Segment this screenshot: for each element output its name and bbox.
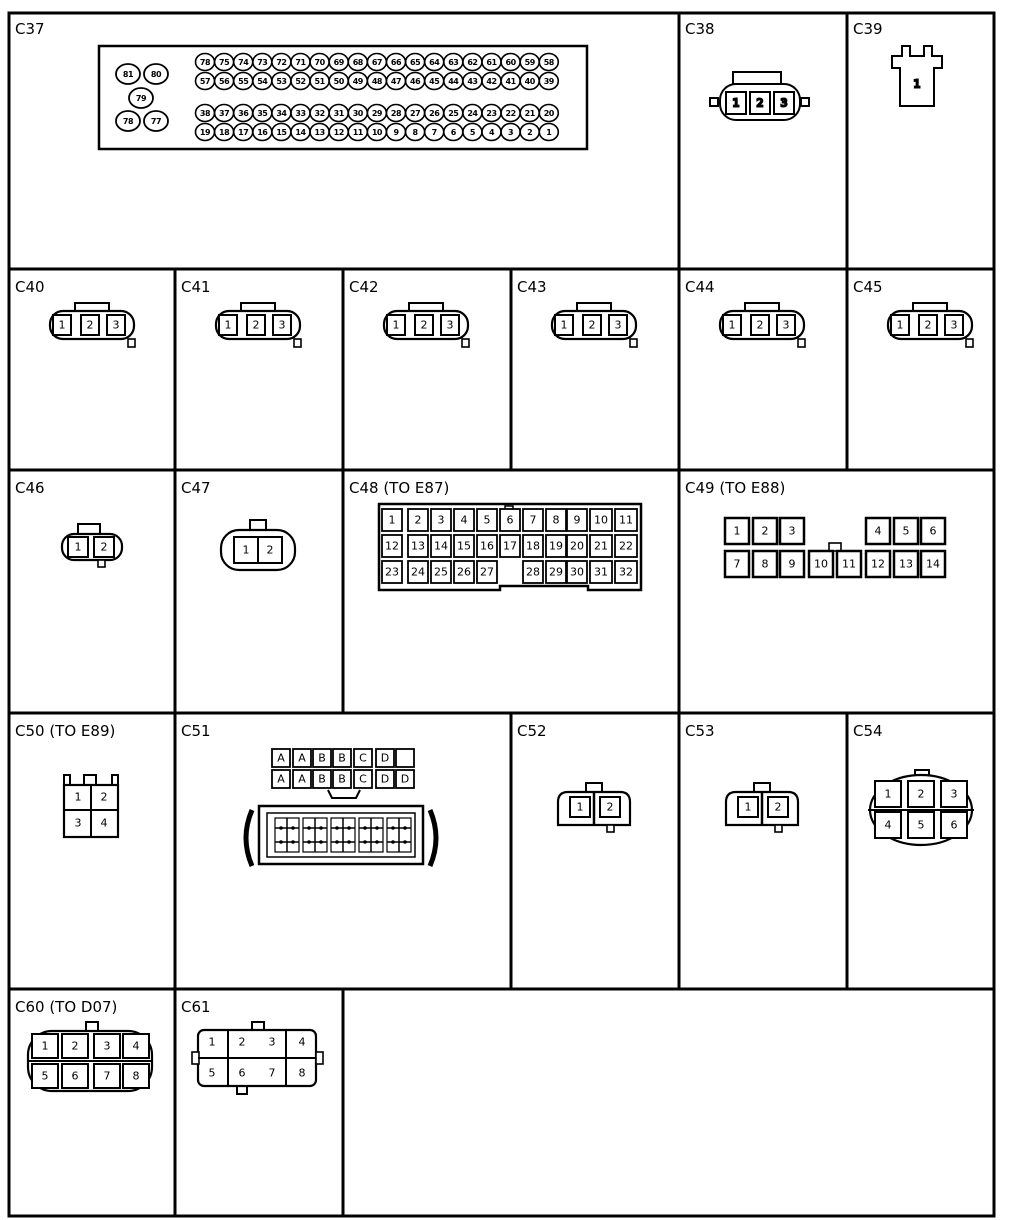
c37-pin-label: 23 [486, 109, 497, 118]
c48-pin-label: 5 [483, 513, 491, 527]
c54-pin-label: 2 [917, 787, 925, 801]
c46-label: C46 [15, 479, 45, 497]
c37-pin-label: 28 [390, 109, 402, 118]
c61-pin-label: 3 [268, 1035, 276, 1049]
c44-pin-label: 3 [782, 318, 790, 332]
c49-pin-label: 12 [871, 557, 885, 571]
c48-pin-label: 3 [437, 513, 445, 527]
c52-connector [558, 783, 630, 832]
c37-pin-label: 25 [448, 109, 459, 118]
c37-pin-label: 31 [333, 109, 344, 118]
c54-pin-label: 1 [884, 787, 892, 801]
c46-pin-label: 2 [100, 540, 108, 554]
c48-pin-label: 6 [506, 513, 514, 527]
c50-connector [64, 775, 118, 837]
c49-pin-label: 1 [733, 524, 741, 538]
c61-pin-label: 7 [268, 1066, 276, 1080]
c37-pin-label: 10 [371, 128, 382, 137]
c52-label: C52 [517, 722, 547, 740]
c54-connector [868, 770, 974, 845]
c48-pin-label: 12 [385, 539, 399, 553]
c48-pin-label: 20 [570, 539, 584, 553]
c48-pin-label: 17 [503, 539, 517, 553]
c37-pin-label: 29 [371, 109, 382, 118]
c40-pin-label: 2 [86, 318, 94, 332]
c50-label: C50 (TO E89) [15, 722, 116, 740]
c61-connector [192, 1022, 323, 1094]
c48-pin-label: 2 [414, 513, 422, 527]
c43-key [630, 339, 637, 347]
c48-pin-label: 27 [480, 565, 494, 579]
c37-pin-label: 22 [505, 109, 516, 118]
c49-pin-label: 8 [761, 557, 769, 571]
c45-connector [888, 303, 973, 347]
c37-pin-label: 26 [429, 109, 440, 118]
c37-pin-label: 57 [199, 77, 211, 86]
c43-pin-label: 3 [614, 318, 622, 332]
c37-pin-label: 43 [467, 77, 478, 86]
c37-pin-label: 70 [314, 58, 325, 67]
c51-pin-label: B [318, 772, 326, 786]
c37-pin-label: 39 [543, 77, 554, 86]
c60-pin-label: 8 [132, 1069, 140, 1083]
c37-large-pin-label: 80 [150, 70, 162, 79]
grid-lines [9, 13, 994, 1216]
c37-pin-label: 20 [543, 109, 554, 118]
c46-connector [62, 524, 122, 567]
c41-pin-label: 3 [278, 318, 286, 332]
c37-pin-label: 4 [488, 128, 495, 137]
c49-pin-label: 3 [788, 524, 796, 538]
c49-pin-label: 2 [761, 524, 769, 538]
c44-pin-label: 1 [728, 318, 736, 332]
c37-pin-label: 61 [486, 58, 497, 67]
c42-latch [409, 303, 443, 311]
c37-pin-label: 73 [257, 58, 268, 67]
c37-pin-label: 58 [543, 58, 554, 67]
c48-pin-label: 28 [526, 565, 540, 579]
c37-pin-label: 38 [199, 109, 211, 118]
c37-pin-label: 74 [238, 58, 249, 67]
c38-label: C38 [685, 20, 715, 38]
c37-pin-label: 65 [410, 58, 421, 67]
c42-key [462, 339, 469, 347]
c61-pin-label: 5 [208, 1066, 216, 1080]
c37-pin-label: 59 [524, 58, 535, 67]
c49-pin-label: 11 [842, 557, 856, 571]
c37-pin-label: 72 [276, 58, 287, 67]
c60-pin-label: 3 [103, 1039, 111, 1053]
c37-pin-label: 50 [333, 77, 344, 86]
c49-pin-label: 13 [899, 557, 913, 571]
c37-pin-label: 44 [448, 77, 459, 86]
c48-pin-label: 13 [411, 539, 425, 553]
c37-pin-label: 16 [257, 128, 268, 137]
c37-pin-label: 6 [450, 128, 456, 137]
c51-pin-label: A [298, 751, 306, 765]
c48-label: C48 (TO E87) [349, 479, 450, 497]
c37-pin-label: 11 [352, 128, 363, 137]
c51-pin-label: A [277, 772, 285, 786]
c37-label: C37 [15, 20, 45, 38]
c51-connector [246, 749, 436, 866]
c48-pin-label: 26 [457, 565, 471, 579]
c37-pin-label: 62 [467, 58, 478, 67]
c49-pin-label: 7 [733, 557, 741, 571]
c37-pin-label: 35 [257, 109, 268, 118]
c51-pin-label: A [277, 751, 285, 765]
c47-pin-label: 2 [266, 543, 274, 557]
c37-pin-label: 41 [505, 77, 516, 86]
c51-pin-label: C [359, 751, 367, 765]
c48-pin-label: 14 [434, 539, 448, 553]
c39-connector [892, 46, 942, 106]
c51-label: C51 [181, 722, 211, 740]
c50-pin-label: 4 [100, 816, 108, 830]
c37-pin-label: 21 [524, 109, 535, 118]
c48-pin-label: 7 [529, 513, 537, 527]
c37-large-pin-label: 77 [150, 117, 162, 126]
c48-pin-label: 30 [570, 565, 584, 579]
c37-pin-label: 69 [333, 58, 344, 67]
c37-pin-label: 40 [524, 77, 535, 86]
c49-pin-label: 5 [902, 524, 910, 538]
c41-pin-label: 2 [252, 318, 260, 332]
c44-label: C44 [685, 278, 715, 296]
c60-label: C60 (TO D07) [15, 998, 118, 1016]
c60-pin-label: 5 [41, 1069, 49, 1083]
c40-latch [75, 303, 109, 311]
c52-pin-label: 2 [606, 800, 614, 814]
c41-latch [241, 303, 275, 311]
c37-pin-label: 42 [486, 77, 497, 86]
c37-large-pin-label: 79 [135, 94, 147, 103]
c49-label: C49 (TO E88) [685, 479, 786, 497]
c60-pin-label: 2 [71, 1039, 79, 1053]
c37-pin-label: 36 [238, 109, 249, 118]
c37-pin-label: 64 [429, 58, 440, 67]
c48-pin-label: 15 [457, 539, 471, 553]
c37-pin-label: 66 [390, 58, 402, 67]
c48-pin-label: 29 [549, 565, 563, 579]
c51-pin-label: B [318, 751, 326, 765]
c37-pin-label: 60 [505, 58, 516, 67]
c48-pin-label: 1 [388, 513, 396, 527]
c37-pin-label: 17 [238, 128, 249, 137]
c48-pin-label: 24 [411, 565, 425, 579]
c40-key [128, 339, 135, 347]
c61-pin-label: 1 [208, 1035, 216, 1049]
c37-connector [99, 46, 587, 149]
c45-label: C45 [853, 278, 883, 296]
c50-pin-label: 1 [74, 790, 82, 804]
c44-key [798, 339, 805, 347]
c54-pin-label: 3 [950, 787, 958, 801]
c47-connector [221, 520, 295, 570]
c49-pin-label: 9 [788, 557, 796, 571]
c37-pin-label: 53 [276, 77, 287, 86]
c48-pin-label: 9 [573, 513, 581, 527]
c37-pin-label: 3 [508, 128, 514, 137]
c53-pin-label: 2 [774, 800, 782, 814]
c60-pin-label: 6 [71, 1069, 79, 1083]
c52-pin-label: 1 [576, 800, 584, 814]
c40-label: C40 [15, 278, 45, 296]
c38-pin-label: 1 [732, 96, 740, 110]
c37-pin-label: 5 [469, 128, 475, 137]
c46-pin-label: 1 [74, 540, 82, 554]
c37-pin-label: 75 [219, 58, 230, 67]
c48-pin-label: 22 [619, 539, 633, 553]
c37-pin-label: 33 [295, 109, 306, 118]
c41-connector [216, 303, 301, 347]
c43-label: C43 [517, 278, 547, 296]
c50-pin-label: 3 [74, 816, 82, 830]
c51-pin-label: D [380, 772, 390, 786]
c38-pin-label: 3 [780, 96, 788, 110]
c37-pin-label: 34 [276, 109, 287, 118]
c60-pin-label: 1 [41, 1039, 49, 1053]
c61-pin-label: 6 [238, 1066, 246, 1080]
c51-pin-label: D [380, 751, 390, 765]
c40-pin-label: 1 [58, 318, 66, 332]
c38-pin-label: 2 [756, 96, 764, 110]
c60-pin-label: 7 [103, 1069, 111, 1083]
c37-pin-label: 1 [546, 128, 552, 137]
c38-connector [710, 72, 809, 120]
c61-pin-label: 4 [298, 1035, 306, 1049]
c37-pin-label: 30 [352, 109, 363, 118]
c37-pin-label: 48 [371, 77, 382, 86]
c48-pin-label: 11 [619, 513, 633, 527]
c42-pin-label: 1 [392, 318, 400, 332]
c54-pin-label: 5 [917, 818, 925, 832]
c61-pin-label: 2 [238, 1035, 246, 1049]
c43-pin-label: 1 [560, 318, 568, 332]
c37-pin-label: 55 [238, 77, 249, 86]
c45-pin-label: 2 [924, 318, 932, 332]
c45-pin-label: 1 [896, 318, 904, 332]
c49-pin-label: 4 [874, 524, 882, 538]
c37-pin-label: 8 [412, 128, 418, 137]
c37-pin-label: 68 [352, 58, 363, 67]
c48-pin-label: 10 [594, 513, 608, 527]
c48-pin-label: 8 [552, 513, 560, 527]
c37-pin-label: 47 [390, 77, 402, 86]
c41-pin-label: 1 [224, 318, 232, 332]
c48-pin-label: 25 [434, 565, 448, 579]
c42-connector [384, 303, 469, 347]
c37-pin-label: 27 [410, 109, 421, 118]
c37-pin-label: 12 [333, 128, 344, 137]
c54-label: C54 [853, 722, 883, 740]
c48-pin-label: 16 [480, 539, 494, 553]
c61-label: C61 [181, 998, 211, 1016]
c37-pin-label: 32 [314, 109, 325, 118]
c39-pin-label: 1 [913, 77, 921, 91]
c37-pin-label: 63 [448, 58, 459, 67]
c49-connector [725, 518, 945, 577]
c37-pin-label: 45 [429, 77, 440, 86]
c47-label: C47 [181, 479, 211, 497]
c44-latch [745, 303, 779, 311]
c51-pin-label: A [298, 772, 306, 786]
c48-connector [379, 504, 641, 590]
c37-pin-label: 67 [371, 58, 382, 67]
c41-label: C41 [181, 278, 211, 296]
c37-pin-label: 49 [352, 77, 363, 86]
c37-pin-label: 46 [410, 77, 421, 86]
c51-pin-label: B [338, 772, 346, 786]
c37-pin-label: 37 [219, 109, 230, 118]
c42-pin-label: 3 [446, 318, 454, 332]
c37-pin-label: 71 [295, 58, 306, 67]
c37-pin-label: 24 [467, 109, 478, 118]
c37-pin-label: 7 [431, 128, 437, 137]
c61-pin-label: 8 [298, 1066, 306, 1080]
c51-pin-label: C [359, 772, 367, 786]
c53-label: C53 [685, 722, 715, 740]
c47-pin-label: 1 [242, 543, 250, 557]
c48-pin-label: 32 [619, 565, 633, 579]
c45-latch [913, 303, 947, 311]
c43-connector [552, 303, 637, 347]
c53-connector [726, 783, 798, 832]
c40-pin-label: 3 [112, 318, 120, 332]
c48-pin-label: 23 [385, 565, 399, 579]
c41-key [294, 339, 301, 347]
c49-pin-label: 14 [926, 557, 940, 571]
c37-pin-label: 78 [199, 58, 211, 67]
c45-key [966, 339, 973, 347]
c44-connector [720, 303, 805, 347]
c42-label: C42 [349, 278, 379, 296]
c48-pin-label: 31 [594, 565, 608, 579]
c45-pin-label: 3 [950, 318, 958, 332]
c49-pin-label: 6 [929, 524, 937, 538]
c37-pin-label: 14 [295, 128, 306, 137]
c37-pin-label: 56 [219, 77, 230, 86]
c37-pin-label: 54 [257, 77, 268, 86]
c50-pin-label: 2 [100, 790, 108, 804]
c37-large-pin-label: 78 [122, 117, 134, 126]
c51-pin-label: D [400, 772, 410, 786]
c37-pin-label: 18 [219, 128, 230, 137]
c37-pin-label: 15 [276, 128, 287, 137]
c37-pin-label: 9 [393, 128, 399, 137]
c44-pin-label: 2 [756, 318, 764, 332]
c37-pin-label: 13 [314, 128, 325, 137]
c49-pin-label: 10 [814, 557, 828, 571]
c54-pin-label: 6 [950, 818, 958, 832]
c43-pin-label: 2 [588, 318, 596, 332]
c51-pin-label: B [338, 751, 346, 765]
c53-pin-label: 1 [744, 800, 752, 814]
c37-pin-label: 51 [314, 77, 325, 86]
c40-connector [50, 303, 135, 347]
c37-pin-label: 52 [295, 77, 306, 86]
c43-latch [577, 303, 611, 311]
c48-pin-label: 4 [460, 513, 468, 527]
c60-pin-label: 4 [132, 1039, 140, 1053]
c48-pin-label: 19 [549, 539, 563, 553]
c37-large-pin-label: 81 [122, 70, 134, 79]
c60-connector [28, 1022, 152, 1091]
c37-pin-label: 2 [527, 128, 533, 137]
c42-pin-label: 2 [420, 318, 428, 332]
c48-pin-label: 18 [526, 539, 540, 553]
c37-pin-label: 19 [199, 128, 211, 137]
c54-pin-label: 4 [884, 818, 892, 832]
c48-pin-label: 21 [594, 539, 608, 553]
c39-label: C39 [853, 20, 883, 38]
